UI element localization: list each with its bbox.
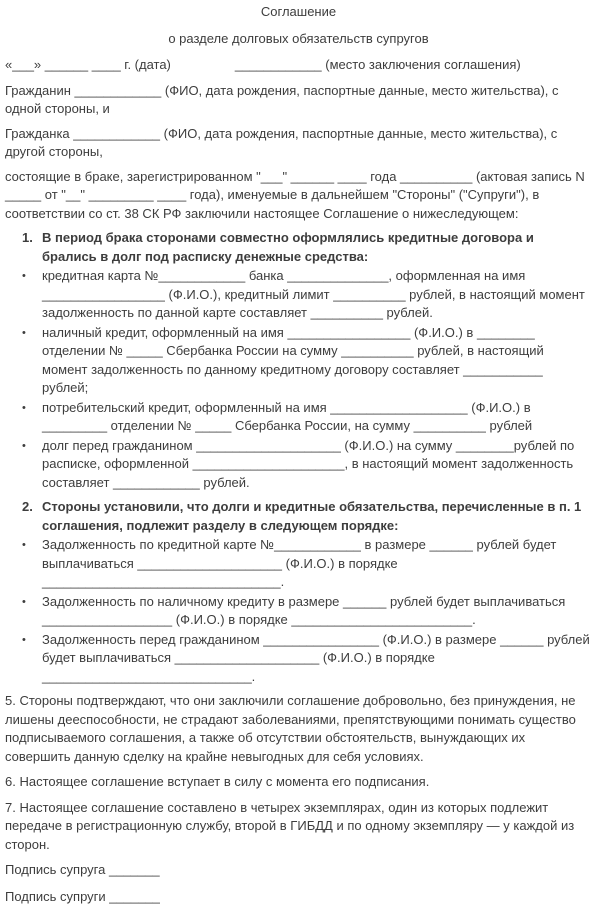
document-title: Соглашение <box>5 3 592 22</box>
clause-2-heading <box>5 498 592 535</box>
clause-2-number: 2. <box>22 498 33 517</box>
clause-1-number: 1. <box>22 229 33 248</box>
bullet-icon: • <box>22 267 26 286</box>
clause-2-text: Стороны установили, что долги и кредитные обязательства, перечисленные в п. 1 соглашения, подлежит разделу в следующем порядке: <box>42 499 581 533</box>
bullet-icon: • <box>22 399 26 418</box>
date-blank: «___» ______ ____ г. (дата) <box>5 56 171 75</box>
cash-credit-text: наличный кредит, оформленный на имя _________________ (Ф.И.О.) в ________ отделении № _____ Сбербанка России на сумму __________ рублей, в настоящий момент задолженность по данному кредитному договору составляет ___________ рублей; <box>42 325 544 396</box>
husband-signature-line: Подпись супруга _______ <box>5 861 592 880</box>
consumer-credit-bullet <box>5 399 592 436</box>
copies-paragraph: 7. Настоящее соглашение составлено в четырех экземплярах, один из которых подлежит передаче в регистрационную службу, второй в ГИБДД и по одному экземпляру — у каждой из сторон. <box>5 799 592 855</box>
cash-credit-division-text: Задолженность по наличному кредиту в размере ______ рублей будет выплачиваться __________________ (Ф.И.О.) в порядке _________________________. <box>42 594 565 628</box>
personal-debt-text: долг перед гражданином ____________________ (Ф.И.О.) на сумму ________рублей по расписке, оформленной _____________________, в настоящий момент задолженность составляет ____________ рублей. <box>42 438 574 490</box>
bullet-icon: • <box>22 593 26 612</box>
husband-party-paragraph: Гражданин ____________ (ФИО, дата рождения, паспортные данные, место жительства), с одной стороны, и <box>5 82 592 119</box>
wife-signature-line: Подпись супруги _______ <box>5 888 592 906</box>
wife-party-paragraph: Гражданка ____________ (ФИО, дата рождения, паспортные данные, место жительства), с другой стороны, <box>5 125 592 162</box>
clause-1-heading <box>5 229 592 266</box>
marriage-registration-paragraph: состоящие в браке, зарегистрированном "___" ______ ____ года __________ (актовая запись N _____ от "__" _________ ____ года), именуемые в дальнейшем "Стороны" ("Супруги"), в соответствии со ст. 38 СК РФ заключили настоящее Соглашение о нижеследующем: <box>5 168 592 224</box>
bullet-icon: • <box>22 536 26 555</box>
personal-debt-division-bullet <box>5 631 592 687</box>
bullet-icon: • <box>22 437 26 456</box>
cash-credit-division-bullet <box>5 593 592 630</box>
bullet-icon: • <box>22 631 26 650</box>
clause-1-text: В период брака сторонами совместно оформлялись кредитные договора и брались в долг под расписку денежные средства: <box>42 230 534 264</box>
voluntary-agreement-paragraph: 5. Стороны подтверждают, что они заключили соглашение добровольно, без принуждения, не лишены дееспособности, не страдают заболеваниями, препятствующими понимать существо подписываемого соглашения, а также об отсутствии обстоятельств, вынуждающих их совершить данную сделку на крайне невыгодных для себя условиях. <box>5 692 592 766</box>
date-place-row <box>5 56 592 75</box>
place-blank: ____________ (место заключения соглашения) <box>235 56 521 75</box>
credit-card-division-text: Задолженность по кредитной карте №____________ в размере ______ рублей будет выплачиваться ____________________ (Ф.И.О.) в порядке _________________________________. <box>42 537 556 589</box>
effective-date-paragraph: 6. Настоящее соглашение вступает в силу с момента его подписания. <box>5 773 592 792</box>
credit-card-text: кредитная карта №____________ банка ______________, оформленная на имя _________________ (Ф.И.О.), кредитный лимит __________ рублей, в настоящий момент задолженность по данной карте составляет __________ рублей. <box>42 268 585 320</box>
consumer-credit-text: потребительский кредит, оформленный на имя ___________________ (Ф.И.О.) в _________ отделении № _____ Сбербанка России, на сумму __________ рублей <box>42 400 532 434</box>
document-subtitle: о разделе долговых обязательств супругов <box>5 30 592 49</box>
personal-debt-bullet <box>5 437 592 493</box>
personal-debt-division-text: Задолженность перед гражданином ________________ (Ф.И.О.) в размере ______ рублей будет выплачиваться ____________________ (Ф.И.О.) в порядке _____________________________. <box>42 632 590 684</box>
credit-card-bullet <box>5 267 592 323</box>
credit-card-division-bullet <box>5 536 592 592</box>
cash-credit-bullet <box>5 324 592 398</box>
bullet-icon: • <box>22 324 26 343</box>
